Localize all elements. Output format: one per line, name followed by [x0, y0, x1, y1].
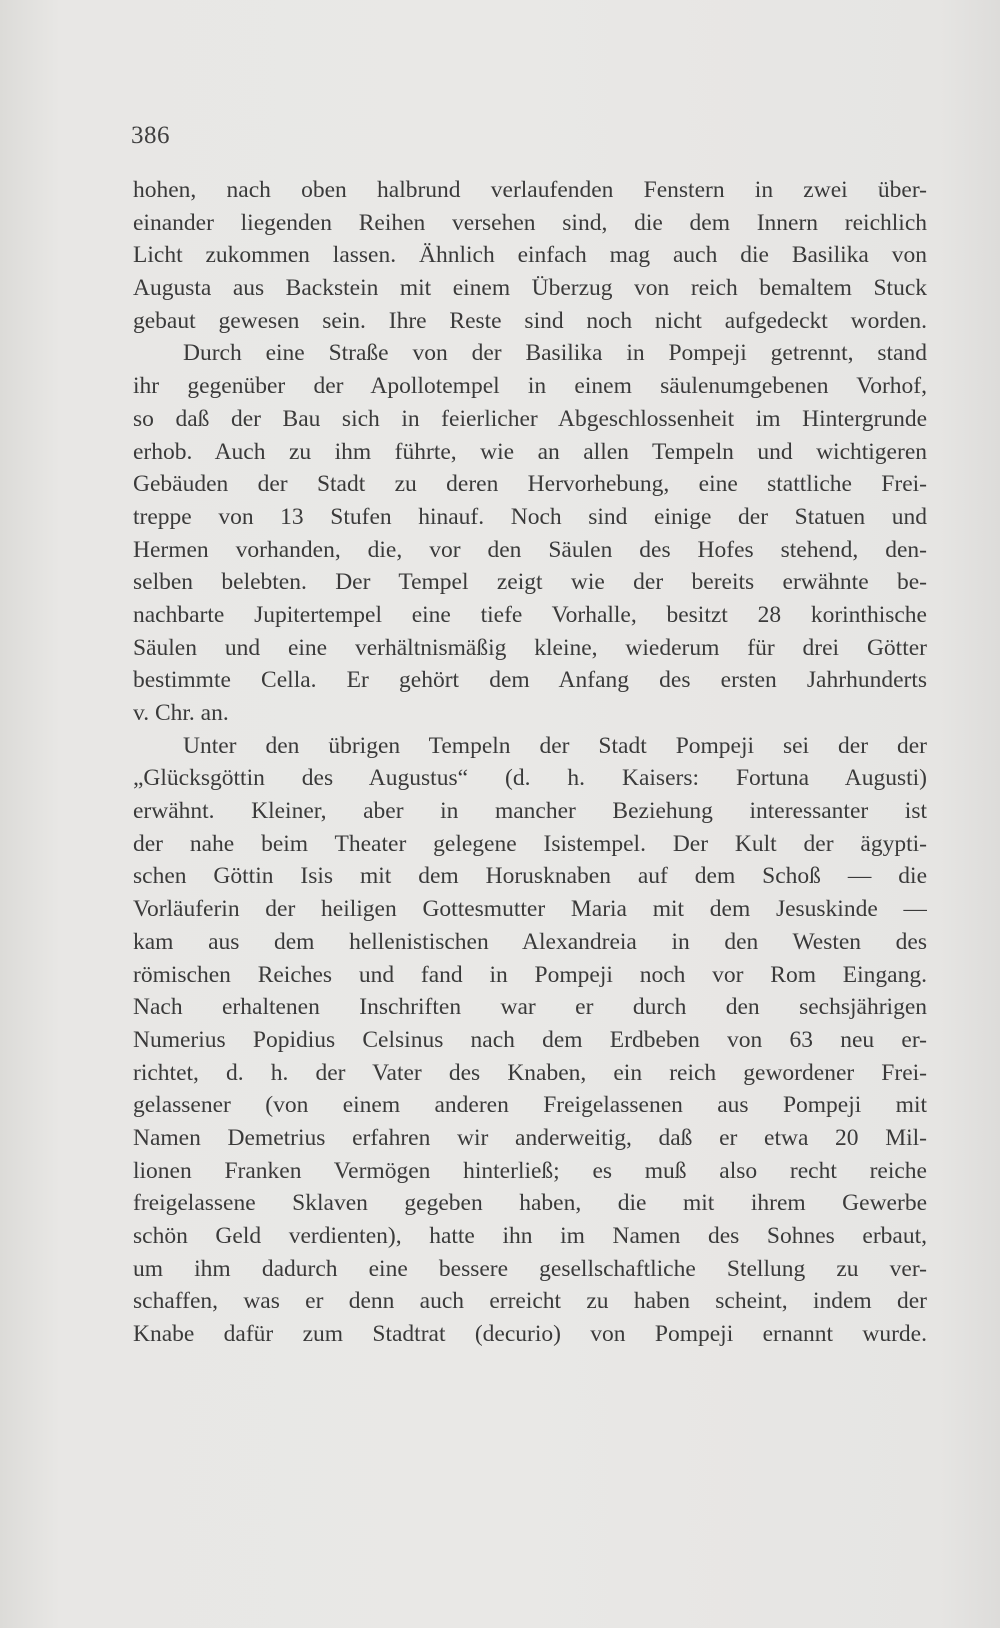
text-line: freigelassene Sklaven gegeben haben, die mit ihrem Gewerbe — [133, 1190, 927, 1217]
text-line: Augusta aus Backstein mit einem Überzug von reich bemaltem Stuck — [133, 275, 927, 302]
text-line: Nach erhaltenen Inschriften war er durch den sechsjährigen — [133, 994, 927, 1021]
text-line: lionen Franken Vermögen hinterließ; es muß also recht reiche — [133, 1157, 927, 1184]
text-line: schön Geld verdienten), hatte ihn im Namen des Sohnes erbaut, — [133, 1223, 927, 1249]
text-line: schen Göttin Isis mit dem Horusknaben auf dem Schoß — die — [133, 863, 927, 890]
text-line: schaffen, was er denn auch erreicht zu haben scheint, indem der — [133, 1288, 927, 1315]
text-line: römischen Reiches und fand in Pompeji noch vor Rom Eingang. — [133, 961, 927, 988]
text-line: selben belebten. Der Tempel zeigt wie der bereits erwähnte be- — [133, 569, 927, 596]
text-line: gelassener (von einem anderen Freigelassenen aus Pompeji mit — [133, 1092, 927, 1119]
text-line: um ihm dadurch eine bessere gesellschaftliche Stellung zu ver- — [133, 1255, 927, 1282]
body-text — [133, 174, 927, 1351]
text-line: Hermen vorhanden, die, vor den Säulen des Hofes stehend, den- — [133, 536, 927, 563]
text-line: Unter den übrigen Tempeln der Stadt Pompeji sei der der — [183, 732, 927, 759]
text-line: bestimmte Cella. Er gehört dem Anfang des ersten Jahrhunderts — [133, 667, 927, 694]
text-line: nachbarte Jupitertempel eine tiefe Vorhalle, besitzt 28 korinthische — [133, 601, 927, 628]
text-line: einander liegenden Reihen versehen sind, die dem Innern reichlich — [133, 209, 927, 236]
text-line: Knabe dafür zum Stadtrat (decurio) von Pompeji ernannt wurde. — [133, 1321, 927, 1348]
text-line: ihr gegenüber der Apollotempel in einem säulenumgebenen Vorhof, — [133, 373, 927, 400]
text-line: Gebäuden der Stadt zu deren Hervorhebung, eine stattliche Frei- — [133, 471, 927, 498]
text-line: Durch eine Straße von der Basilika in Pompeji getrennt, stand — [183, 340, 927, 367]
page-number: 386 — [131, 122, 170, 149]
text-line: treppe von 13 Stufen hinauf. Noch sind einige der Statuen und — [133, 503, 927, 530]
text-line: Licht zukommen lassen. Ähnlich einfach mag auch die Basilika von — [133, 242, 927, 269]
text-line: Namen Demetrius erfahren wir anderweitig, daß er etwa 20 Mil- — [133, 1124, 927, 1151]
text-line: erhob. Auch zu ihm führte, wie an allen Tempeln und wichtigeren — [133, 438, 927, 465]
text-line: richtet, d. h. der Vater des Knaben, ein reich gewordener Frei- — [133, 1059, 927, 1086]
text-line: Säulen und eine verhältnismäßig kleine, wiederum für drei Götter — [133, 634, 927, 661]
text-line: gebaut gewesen sein. Ihre Reste sind noch nicht aufgedeckt worden. — [133, 307, 927, 334]
text-line: Numerius Popidius Celsinus nach dem Erdbeben von 63 neu er- — [133, 1026, 927, 1053]
text-line: kam aus dem hellenistischen Alexandreia in den Westen des — [133, 928, 927, 955]
text-line: erwähnt. Kleiner, aber in mancher Beziehung interessanter ist — [133, 798, 927, 825]
text-line: v. Chr. an. — [133, 700, 229, 726]
text-line: der nahe beim Theater gelegene Isistempel. Der Kult der ägypti- — [133, 830, 927, 857]
text-line: hohen, nach oben halbrund verlaufenden Fenstern in zwei über- — [133, 177, 927, 203]
text-line: Vorläuferin der heiligen Gottesmutter Maria mit dem Jesuskinde — — [133, 896, 927, 923]
text-line: „Glücksgöttin des Augustus“ (d. h. Kaisers: Fortuna Augusti) — [133, 765, 927, 792]
text-line: so daß der Bau sich in feierlicher Abgeschlossenheit im Hintergrunde — [133, 405, 927, 432]
